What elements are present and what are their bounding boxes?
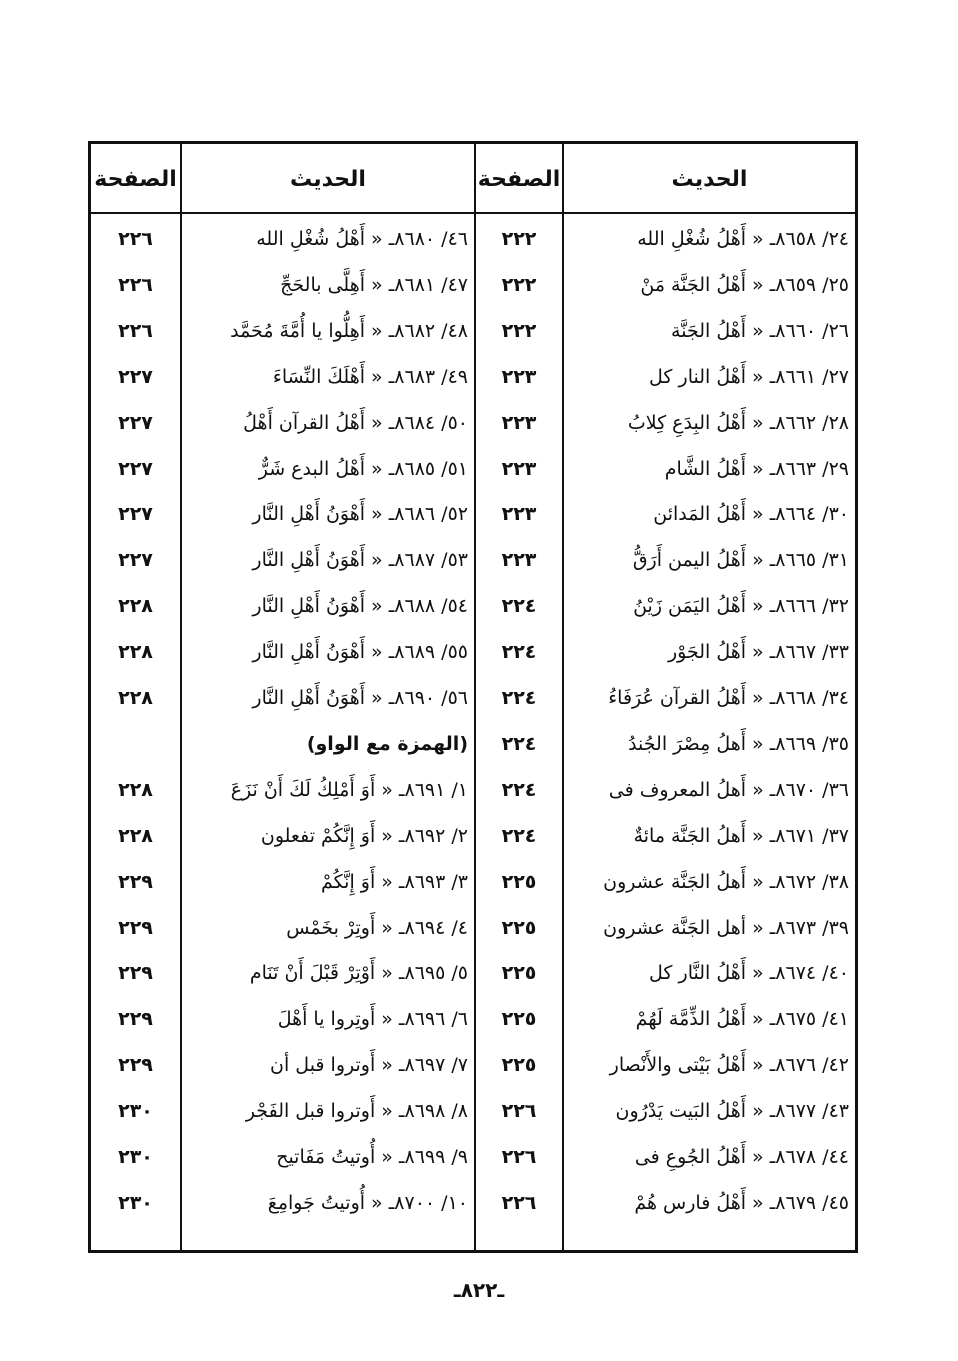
table-row <box>91 1134 855 1180</box>
right-hadith-entry: ٤٠/ ٨٦٧٤ـ « أَهْلُ النَّار كل <box>649 962 849 985</box>
left-hadith-entry: ٥٦/ ٨٦٩٠ـ « أَهْوَنُ أَهْلِ النَّار <box>252 687 468 709</box>
left-page-number: ٢٣٠ <box>118 1191 153 1214</box>
table-row <box>91 996 855 1042</box>
right-hadith-entry: ٢٤/ ٨٦٥٨ـ « أَهْلُ شُغْلِ الله <box>637 228 849 250</box>
right-hadith-entry: ٣٨/ ٨٦٧٢ـ « أَهلُ الجَنَّة عشرون <box>603 870 849 893</box>
table-row <box>91 950 855 996</box>
table-row <box>91 675 855 721</box>
table-row <box>91 491 855 537</box>
table-row <box>91 721 855 767</box>
left-page-number: ٢٢٧ <box>118 365 153 388</box>
right-page-number: ٢٢٦ <box>501 1191 537 1214</box>
right-page-number: ٢٢٢ <box>501 273 537 296</box>
right-page-number: ٢٢٤ <box>501 687 537 709</box>
table-row <box>91 813 855 859</box>
left-page-number: ٢٢٦ <box>118 319 153 342</box>
left-hadith-entry: ٩/ ٨٦٩٩ـ « أُوتيتُ مَفَاتيح <box>276 1146 468 1168</box>
left-hadith-entry: ٤٧/ ٨٦٨١ـ « أَهِلَّى بالحَجِّ <box>280 273 468 296</box>
header-right-hadith: الحديث <box>671 166 748 192</box>
header-right-page: الصفحة <box>477 166 561 192</box>
right-hadith-entry: ٢٩/ ٨٦٦٣ـ « أَهْلُ الشَّام <box>664 457 849 480</box>
right-hadith-entry: ٣١/ ٨٦٦٥ـ « أَهْلُ اليمن أَرَقُّ <box>632 549 849 572</box>
right-page-number: ٢٢٣ <box>501 365 537 388</box>
left-hadith-entry: ٥٥/ ٨٦٨٩ـ « أَهْوَنُ أَهْلِ النَّار <box>252 641 468 664</box>
left-page-number: ٢٢٩ <box>118 870 153 893</box>
table-row <box>91 583 855 629</box>
right-page-number: ٢٢٥ <box>501 1008 537 1031</box>
right-page-number: ٢٢٣ <box>501 411 537 434</box>
right-hadith-entry: ٢٦/ ٨٦٦٠ـ « أَهْلُ الجَنَّة <box>671 319 849 342</box>
left-page-number: ٢٢٧ <box>118 457 153 480</box>
right-page-number: ٢٢٢ <box>501 319 537 342</box>
left-page-number: ٢٢٩ <box>118 962 153 985</box>
left-page-number: ٢٢٧ <box>118 411 153 434</box>
left-page-number: ٢٢٨ <box>118 687 153 709</box>
right-hadith-entry: ٤٤/ ٨٦٧٨ـ « أَهْلُ الجُوعِ فى <box>634 1146 849 1168</box>
section-heading: (الهمزة مع الواو) <box>306 732 468 755</box>
left-page-number: ٢٢٨ <box>118 824 153 847</box>
table-row <box>91 446 855 492</box>
right-hadith-entry: ٣٦/ ٨٦٧٠ـ « أَهلُ المعروف فى <box>608 778 849 801</box>
right-hadith-entry: ٤٣/ ٨٦٧٧ـ « أَهْلُ البَيت يَدْرُون <box>615 1100 849 1123</box>
right-page-number: ٢٢٤ <box>501 778 537 801</box>
left-hadith-entry: ٥٤/ ٨٦٨٨ـ « أَهْوَنُ أَهْلِ النَّار <box>252 595 468 618</box>
right-hadith-entry: ٤٥/ ٨٦٧٩ـ « أَهْلُ فارس هُمْ <box>634 1191 849 1214</box>
left-page-number: ٢٢٦ <box>118 273 153 296</box>
right-page-number: ٢٢٥ <box>501 1054 537 1077</box>
header-left-hadith: الحديث <box>290 166 366 192</box>
left-hadith-entry: ٥٣/ ٨٦٨٧ـ « أَهْوَنُ أَهْلِ النَّار <box>252 549 468 572</box>
right-hadith-entry: ٤١/ ٨٦٧٥ـ « أَهْلُ الذِّمَّة لَهُمْ <box>635 1008 849 1031</box>
left-hadith-entry: ٢/ ٨٦٩٢ـ « أَوَ إِنَّكُمْ تفعلون <box>260 824 468 847</box>
left-page-number: ٢٣٠ <box>118 1146 153 1168</box>
right-hadith-entry: ٢٥/ ٨٦٥٩ـ « أَهْلُ الجَنَّة مَنْ <box>640 273 849 296</box>
right-page-number: ٢٢٥ <box>501 962 537 985</box>
left-hadith-entry: ٥/ ٨٦٩٥ـ « أَوْتِرْ قَبْلَ أَنْ تَنَام <box>249 962 468 985</box>
right-hadith-entry: ٢٨/ ٨٦٦٢ـ « أَهْلُ البِدَعِ كِلابُ <box>627 411 849 434</box>
table-row <box>91 1180 855 1226</box>
index-table <box>88 141 858 1253</box>
table-row <box>91 400 855 446</box>
table-row <box>91 629 855 675</box>
left-hadith-entry: ٥٢/ ٨٦٨٦ـ « أَهْوَنُ أَهْلِ النَّار <box>252 503 468 526</box>
table-row <box>91 537 855 583</box>
left-hadith-entry: ٥٠/ ٨٦٨٤ـ « أَهْلُ القرآن أَهْلُ <box>243 411 468 434</box>
table-row <box>91 308 855 354</box>
left-hadith-entry: ٨/ ٨٦٩٨ـ « أَوتروا قبل الفَجْر <box>245 1100 468 1123</box>
table-body <box>91 216 855 1250</box>
left-hadith-entry: ١٠/ ٨٧٠٠ـ « أُوتيتُ جَوامِعَ <box>267 1191 468 1214</box>
left-page-number: ٢٢٩ <box>118 1008 153 1031</box>
right-hadith-entry: ٢٧/ ٨٦٦١ـ « أَهْلُ النار كل <box>649 365 849 388</box>
left-page-number: ٢٢٨ <box>118 595 153 618</box>
right-hadith-entry: ٣٤/ ٨٦٦٨ـ « أَهْلُ القرآن عُرَفَاءُ <box>608 687 849 709</box>
left-page-number: ٢٢٦ <box>118 228 153 250</box>
left-page-number: ٢٢٩ <box>118 1054 153 1077</box>
table-row <box>91 354 855 400</box>
page-number: ـ٨٢٢ـ <box>453 1278 505 1302</box>
right-page-number: ٢٢٣ <box>501 549 537 572</box>
left-hadith-entry: ٤٦/ ٨٦٨٠ـ « أَهْلُ شُغْلِ الله <box>256 228 468 250</box>
left-hadith-entry: ١/ ٨٦٩١ـ « أَوَ أَمْلِكُ لَكَ أَنْ نَزَعَ <box>230 778 468 801</box>
table-row <box>91 262 855 308</box>
table-row <box>91 767 855 813</box>
right-hadith-entry: ٣٥/ ٨٦٦٩ـ « أَهلُ مِصْرَ الجُندُ <box>628 732 849 755</box>
right-page-number: ٢٢٥ <box>501 870 537 893</box>
left-page-number: ٢٢٨ <box>118 641 153 664</box>
left-page-number <box>91 721 180 767</box>
header-left-page: الصفحة <box>94 166 177 192</box>
right-hadith-entry: ٣٣/ ٨٦٦٧ـ « أَهْلُ الجَوْر <box>667 641 849 664</box>
right-hadith-entry: ٣٩/ ٨٦٧٣ـ « أهل الجَنَّة عشرون <box>603 916 849 939</box>
right-page-number: ٢٢٦ <box>501 1146 537 1168</box>
right-page-number: ٢٢٢ <box>501 228 537 250</box>
table-row <box>91 1042 855 1088</box>
left-hadith-entry: ٤/ ٨٦٩٤ـ « أَوتِرْ بخَمْس <box>286 916 468 939</box>
table-row <box>91 905 855 951</box>
right-page-number: ٢٢٤ <box>501 824 537 847</box>
right-page-number: ٢٢٤ <box>501 732 537 755</box>
right-hadith-entry: ٣٠/ ٨٦٦٤ـ « أَهْلُ المَدائن <box>653 503 849 526</box>
left-page-number: ٢٢٧ <box>118 503 153 526</box>
right-page-number: ٢٢٦ <box>501 1100 537 1123</box>
left-hadith-entry: ٤٩/ ٨٦٨٣ـ « أَهْلَكَ النِّسَاءَ <box>272 365 468 388</box>
left-hadith-entry: ٥١/ ٨٦٨٥ـ « أَهْلُ البدع شَرٌّ <box>258 457 468 480</box>
left-hadith-entry: ٧/ ٨٦٩٧ـ « أَوتروا قبل أن <box>270 1054 468 1077</box>
left-hadith-entry: ٣/ ٨٦٩٣ـ « أَوَ إِنَّكُمْ <box>321 870 468 893</box>
table-row <box>91 216 855 262</box>
left-hadith-entry: ٤٨/ ٨٦٨٢ـ « أَهِلُّوا يا أُمَّةَ مُحَمَّد <box>230 319 468 342</box>
table-row <box>91 859 855 905</box>
right-page-number: ٢٢٥ <box>501 916 537 939</box>
table-row <box>91 1088 855 1134</box>
right-hadith-entry: ٤٢/ ٨٦٧٦ـ « أَهْلُ بَيْتى والأَنْصار <box>609 1054 849 1077</box>
right-page-number: ٢٢٤ <box>501 641 537 664</box>
right-page-number: ٢٢٣ <box>501 503 537 526</box>
right-hadith-entry: ٣٧/ ٨٦٧١ـ « أَهلُ الجَنَّة مائةٌ <box>633 824 849 847</box>
right-hadith-entry: ٣٢/ ٨٦٦٦ـ « أَهْلُ اليَمَن زَيْنُ <box>633 595 849 618</box>
left-page-number: ٢٢٩ <box>118 916 153 939</box>
right-page-number: ٢٢٤ <box>501 595 537 618</box>
left-hadith-entry: ٦/ ٨٦٩٦ـ « أَوتِروا يا أَهْلَ <box>277 1008 468 1031</box>
left-page-number: ٢٢٨ <box>118 778 153 801</box>
left-page-number: ٢٣٠ <box>118 1100 153 1123</box>
right-page-number: ٢٢٣ <box>501 457 537 480</box>
left-page-number: ٢٢٧ <box>118 549 153 572</box>
